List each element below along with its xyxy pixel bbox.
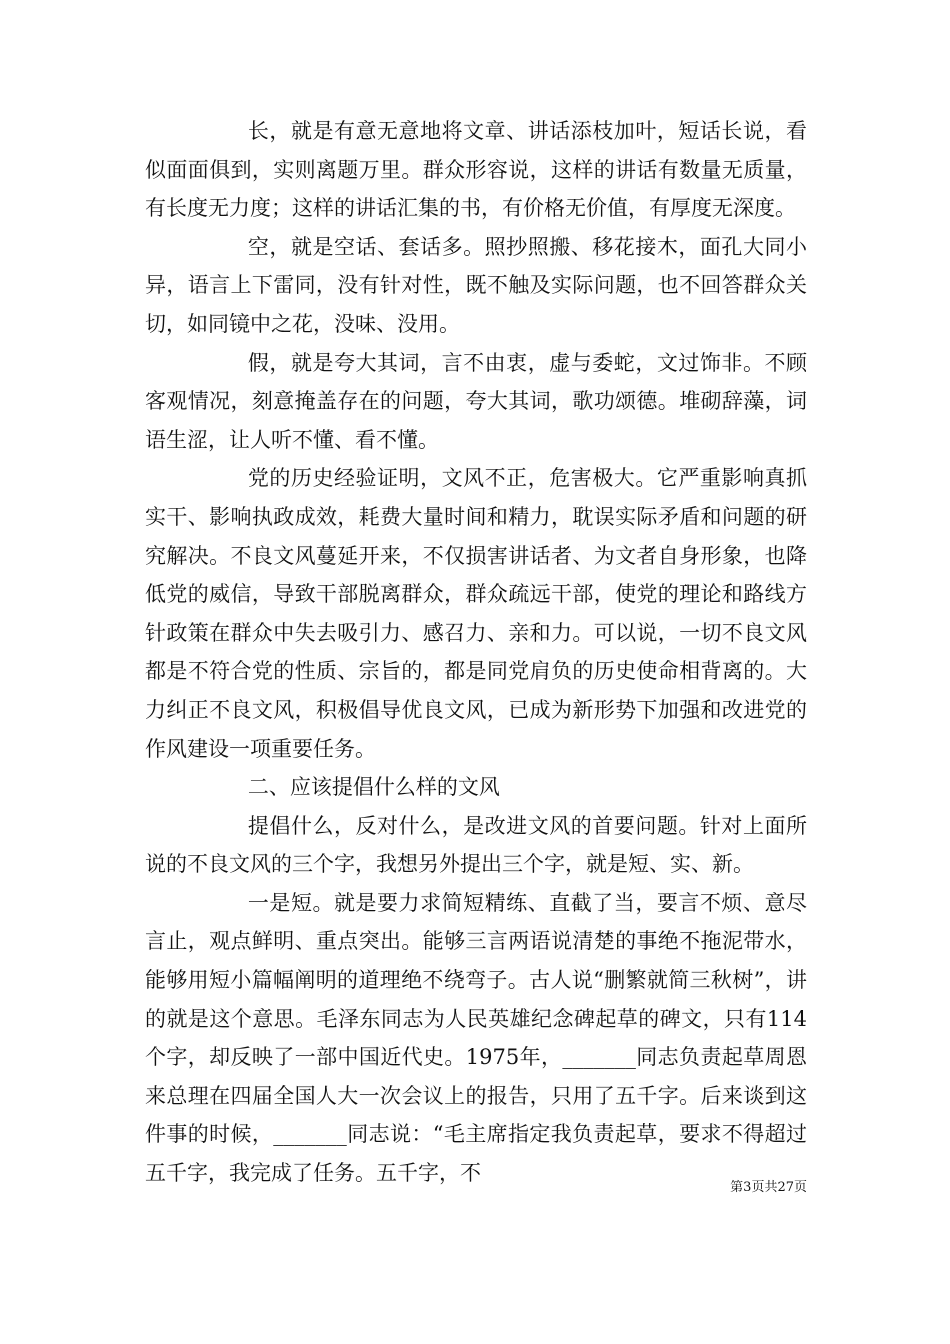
- paragraph-short: 一是短。就是要力求简短精练、直截了当，要言不烦、意尽言止，观点鲜明、重点突出。能够三言两语说清楚的事绝不拖泥带水，能够用短小篇幅阐明的道理绝不绕弯子。古人说“删繁就简三秋树”，讲的就是这个意思。毛泽东同志为人民英雄纪念碑起草的碑文，只有114个字，却反映了一部中国近代史。1975年，_______同志负责起草周恩来总理在四届全国人大一次会议上的报告，只用了五千字。后来谈到这件事的时候，_______同志说：“毛主席指定我负责起草，要求不得超过五千字，我完成了任务。五千字，不: [145, 890, 807, 1186]
- section-heading: 二、应该提倡什么样的文风: [247, 775, 500, 800]
- paragraph-advocate: 提倡什么，反对什么，是改进文风的首要问题。针对上面所说的不良文风的三个字，我想另外提出三个字，就是短、实、新。: [145, 813, 807, 877]
- document-body: [145, 112, 807, 1193]
- paragraph-empty: 空，就是空话、套话多。照抄照搬、移花接木，面孔大同小异，语言上下雷同，没有针对性，既不触及实际问题，也不回答群众关切，如同镜中之花，没味、没用。: [145, 234, 807, 336]
- page-number-footer: 第3页共27页: [730, 1180, 807, 1195]
- paragraph-long: 长，就是有意无意地将文章、讲话添枝加叶，短话长说，看似面面俱到，实则离题万里。群众形容说，这样的讲话有数量无质量，有长度无力度；这样的讲话汇集的书，有价格无价值，有厚度无深度。: [145, 119, 807, 221]
- paragraph-history: 党的历史经验证明，文风不正，危害极大。它严重影响真抓实干、影响执政成效，耗费大量时间和精力，耽误实际矛盾和问题的研究解决。不良文风蔓延开来，不仅损害讲话者、为文者自身形象，也降低党的威信，导致干部脱离群众，群众疏远干部，使党的理论和路线方针政策在群众中失去吸引力、感召力、亲和力。可以说，一切不良文风都是不符合党的性质、宗旨的，都是同党肩负的历史使命相背离的。大力纠正不良文风，积极倡导优良文风，已成为新形势下加强和改进党的作风建设一项重要任务。: [145, 466, 807, 761]
- paragraph-false: 假，就是夸大其词，言不由衷，虚与委蛇，文过饰非。不顾客观情况，刻意掩盖存在的问题，夸大其词，歌功颂德。堆砌辞藻，词语生涩，让人听不懂、看不懂。: [145, 350, 807, 452]
